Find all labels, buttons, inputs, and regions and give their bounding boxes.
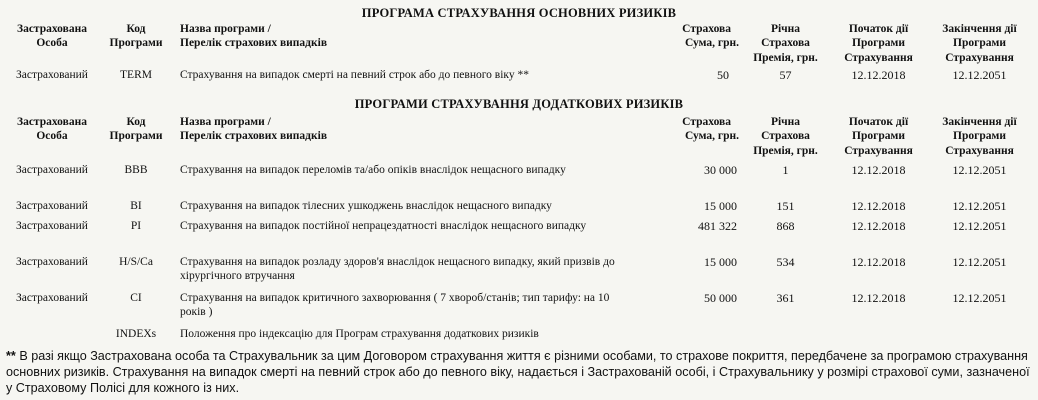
header-end: Закінчення дії Програми Страхування xyxy=(942,116,1017,157)
cell-sum: 481 322 xyxy=(698,219,737,233)
cell-code: INDEXs xyxy=(115,328,157,340)
main-section-title: ПРОГРАМА СТРАХУВАННЯ ОСНОВНИХ РИЗИКІВ xyxy=(361,6,677,20)
cell-code: H/S/Ca xyxy=(119,256,153,268)
header-start: Початок дії Програми Страхування xyxy=(844,23,913,64)
cell-person: Застрахований xyxy=(16,292,88,304)
cell-end: 12.12.2051 xyxy=(952,68,1007,82)
cell-end: 12.12.2051 xyxy=(952,219,1007,233)
cell-code: BI xyxy=(130,200,142,212)
additional-program-table xyxy=(8,115,1030,345)
cell-person: Застрахований xyxy=(16,200,88,212)
cell-name: Положення про індексацію для Програм страхування додаткових ризиків xyxy=(180,328,539,340)
header-person: Застрахована Особа xyxy=(17,116,87,143)
header-person: Застрахована Особа xyxy=(17,23,87,50)
cell-sum: 50 000 xyxy=(704,291,737,305)
footnote-mark: ** xyxy=(6,349,16,363)
cell-premium: 361 xyxy=(776,291,795,305)
table-header-row xyxy=(8,115,1030,163)
cell-sum: 15 000 xyxy=(704,255,737,269)
cell-start: 12.12.2018 xyxy=(851,219,906,233)
table-row xyxy=(8,163,1030,199)
cell-start: 12.12.2018 xyxy=(851,199,906,213)
cell-start: 12.12.2018 xyxy=(851,255,906,269)
main-program-table xyxy=(8,22,1030,90)
table-row xyxy=(8,199,1030,219)
header-name: Назва програми / Перелік страхових випадків xyxy=(180,23,328,50)
header-premium: Річна Страхова Премія, грн. xyxy=(753,23,818,64)
cell-name: Страхування на випадок постійної непрацездатності внаслідок нещасного випадку xyxy=(180,220,587,232)
cell-person: Застрахований xyxy=(16,256,88,268)
table-row-index xyxy=(8,327,1030,345)
cell-premium: 868 xyxy=(776,219,795,233)
cell-premium: 534 xyxy=(776,255,795,269)
cell-person: Застрахований xyxy=(16,164,88,176)
table-row xyxy=(8,255,1030,291)
cell-person: Застрахований xyxy=(16,69,88,81)
cell-code: PI xyxy=(130,220,142,232)
cell-start: 12.12.2018 xyxy=(851,68,906,82)
header-sum: Страхова Сума, грн. xyxy=(682,116,739,143)
cell-code: TERM xyxy=(120,69,152,81)
cell-person: Застрахований xyxy=(16,220,88,232)
cell-end: 12.12.2051 xyxy=(952,163,1007,177)
footnote-text: В разі якщо Застрахована особа та Страхувальник за цим Договором страхування життя є різними особами, то страхове покриття, передбачене за програмою страхування основних ризиків. Страхування на випадок смерті на певний строк або до певного віку, надається і Застрахованій особі, і Страхувальнику у розмірі страхової суми, зазначеної у Страховому Полісі для кожного із них. xyxy=(6,349,1030,395)
table-row xyxy=(8,291,1030,327)
cell-name: Страхування на випадок критичного захворювання ( 7 хвороб/станів; тип тарифу: на 10 років ) xyxy=(180,292,610,319)
header-code: Код Програми xyxy=(109,116,163,143)
cell-sum: 30 000 xyxy=(704,163,737,177)
cell-premium: 57 xyxy=(779,68,792,82)
cell-name: Страхування на випадок тілесних ушкоджень внаслідок нещасного випадку xyxy=(180,200,552,212)
footnote xyxy=(6,348,1031,396)
cell-code: CI xyxy=(130,292,142,304)
cell-name: Страхування на випадок переломів та/або опіків внаслідок нещасного випадку xyxy=(180,164,566,176)
cell-premium: 1 xyxy=(782,163,789,177)
table-row xyxy=(8,68,1030,90)
cell-start: 12.12.2018 xyxy=(851,291,906,305)
cell-sum: 15 000 xyxy=(704,199,737,213)
table-header-row xyxy=(8,22,1030,68)
header-name: Назва програми / Перелік страхових випадків xyxy=(180,116,328,143)
cell-end: 12.12.2051 xyxy=(952,291,1007,305)
cell-premium: 151 xyxy=(776,199,795,213)
header-start: Початок дії Програми Страхування xyxy=(844,116,913,157)
additional-section-title: ПРОГРАМИ СТРАХУВАННЯ ДОДАТКОВИХ РИЗИКІВ xyxy=(354,97,684,111)
header-code: Код Програми xyxy=(109,23,163,50)
cell-name: Страхування на випадок смерті на певний строк або до певного віку ** xyxy=(180,69,529,81)
table-row xyxy=(8,219,1030,255)
cell-code: BBB xyxy=(124,164,148,176)
cell-name: Страхування на випадок розладу здоров'я внаслідок нещасного випадку, який призвів до хірургічного втручання xyxy=(180,256,615,283)
cell-sum: 50 xyxy=(717,68,729,82)
header-premium: Річна Страхова Премія, грн. xyxy=(753,116,818,157)
cell-start: 12.12.2018 xyxy=(851,163,906,177)
cell-end: 12.12.2051 xyxy=(952,199,1007,213)
header-end: Закінчення дії Програми Страхування xyxy=(942,23,1017,64)
header-sum: Страхова Сума, грн. xyxy=(682,23,739,50)
cell-end: 12.12.2051 xyxy=(952,255,1007,269)
